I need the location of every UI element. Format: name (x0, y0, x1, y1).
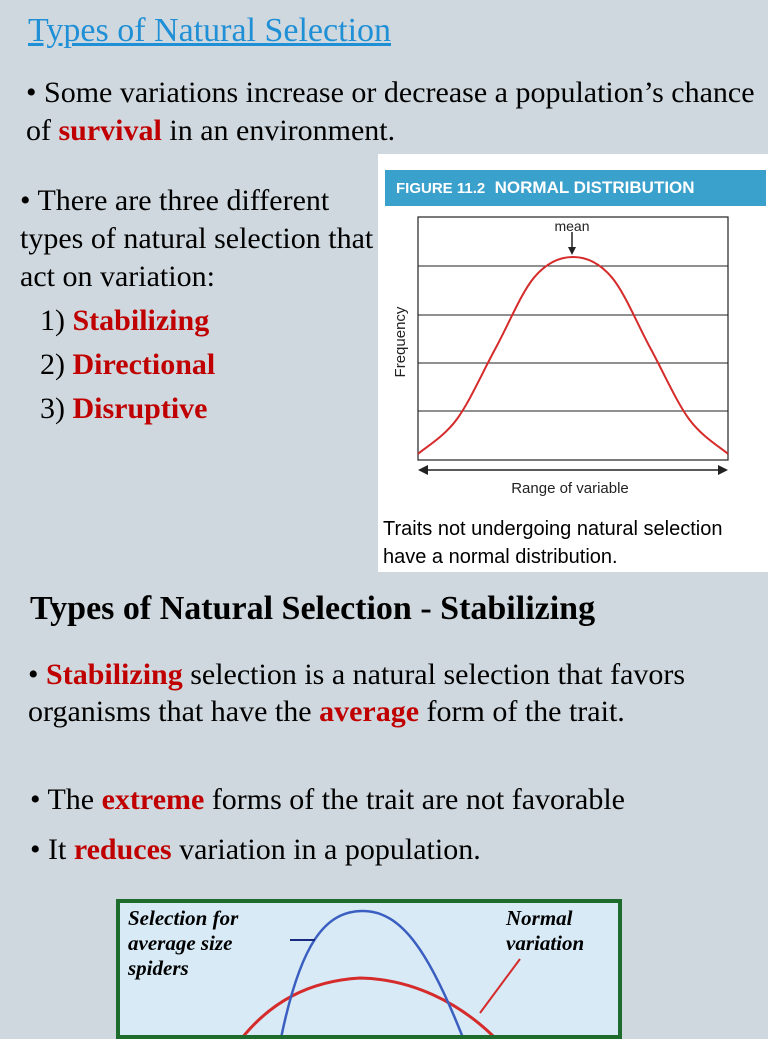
plot-frame (418, 217, 728, 460)
selection-label (128, 906, 238, 981)
types-paragraph: • There are three different types of natural selection that act on variation: (20, 184, 374, 293)
extreme-text: • The (30, 783, 102, 816)
bullet: • (28, 658, 47, 691)
slide-title: Types of Natural Selection (28, 12, 392, 49)
list-label: Disruptive (72, 392, 208, 425)
list-item (40, 299, 215, 343)
mean-arrow-head (568, 247, 576, 255)
reduces-text: • It (30, 833, 74, 866)
list-number: 2) (40, 348, 73, 381)
normal-distribution-chart (378, 154, 768, 514)
survival-highlight: survival (58, 114, 162, 147)
list-number: 3) (40, 392, 73, 425)
normal-distribution-figure (378, 154, 768, 572)
intro-paragraph (26, 74, 756, 150)
x-axis-label: Range of variable (511, 480, 629, 497)
extreme-bullet (30, 781, 625, 819)
reduces-bullet (30, 831, 481, 869)
selection-label-line: spiders (128, 956, 189, 980)
extreme-text-end: forms of the trait are not favorable (204, 783, 625, 816)
extreme-highlight: extreme (101, 783, 205, 816)
normal-label-line: variation (506, 931, 585, 955)
figure-number: FIGURE 11.2 (396, 180, 486, 197)
mean-label: mean (554, 218, 590, 234)
y-axis-label: Frequency (392, 306, 409, 378)
stabilizing-definition (28, 656, 748, 730)
selection-curve (280, 911, 465, 1039)
definition-text-end: form of the trait. (419, 695, 625, 728)
normal-curve (418, 257, 728, 454)
list-label: Directional (72, 348, 216, 381)
chart-plot-area (392, 217, 728, 497)
stabilizing-highlight: Stabilizing (46, 658, 183, 691)
list-item (40, 387, 215, 431)
figure-caption: Traits not undergoing natural selection have a normal distribution. (383, 518, 723, 568)
reduces-highlight: reduces (73, 833, 172, 866)
intro-text: • Some variations increase or decrease a population’s chance of (26, 76, 755, 147)
types-list (40, 299, 215, 431)
normal-label-line: Normal (506, 906, 573, 930)
figure-title: NORMAL DISTRIBUTION (494, 178, 695, 197)
selection-label-line: Selection for (128, 906, 239, 930)
section-title: Types of Natural Selection - Stabilizing (30, 590, 596, 627)
normal-pointer (480, 959, 520, 1013)
selection-label-line: average size (128, 931, 233, 955)
reduces-text-end: variation in a population. (171, 833, 481, 866)
x-axis-arrow-right (718, 465, 728, 475)
stabilizing-selection-figure (116, 899, 622, 1039)
normal-variation-label (506, 906, 584, 956)
average-highlight: average (319, 695, 420, 728)
list-number: 1) (40, 304, 73, 337)
x-axis-arrow-left (418, 465, 428, 475)
list-item (40, 343, 215, 387)
list-label: Stabilizing (72, 304, 210, 337)
definition-text: selection is a natural selection that favors organisms that have the (28, 658, 686, 728)
intro-text-end: in an environment. (161, 114, 396, 147)
